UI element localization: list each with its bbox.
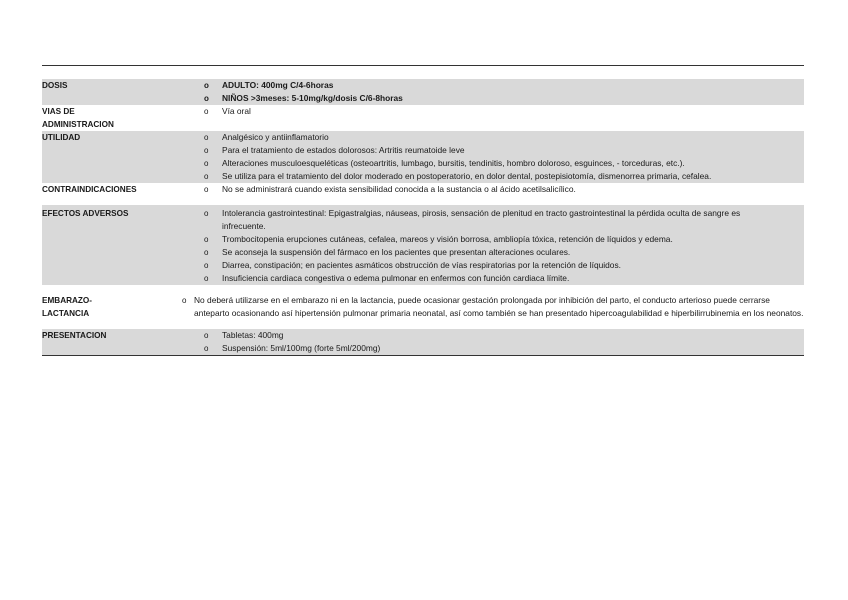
list-item: o Para el tratamiento de estados dolorosos: Artritis reumatoide leve <box>204 144 724 157</box>
dosis-list <box>194 79 804 105</box>
drug-info-table <box>42 79 804 356</box>
row-label-dosis: DOSIS <box>42 79 194 105</box>
row-contraindicaciones <box>42 183 804 196</box>
utilidad-list <box>194 131 804 183</box>
row-efectos <box>42 205 804 285</box>
list-item: o Diarrea, constipación; en pacientes asmáticos obstrucción de vías respiratorias por la retención de líquidos. <box>204 259 754 272</box>
row-label-utilidad: UTILIDAD <box>42 131 194 183</box>
list-item: o Trombocitopenia erupciones cutáneas, cefalea, mareos y visión borrosa, ambliopía tóxica, retención de líquidos y edema. <box>204 233 754 246</box>
row-label-presentacion: PRESENTACION <box>42 329 194 356</box>
row-embarazo <box>42 294 804 320</box>
list-item: o No se administrará cuando exista sensibilidad conocida a la sustancia o al ácido acetilsalicílico. <box>204 183 804 196</box>
list-item: o Tabletas: 400mg <box>204 329 804 342</box>
row-label-vias: VIAS DE ADMINISTRACION <box>42 107 114 129</box>
list-item: o Se utiliza para el tratamiento del dolor moderado en postoperatorio, en dolor dental, postepisiotomía, dismenorrea primaria, cefalea. <box>204 170 724 183</box>
top-rule <box>42 65 804 66</box>
list-item: o Alteraciones musculoesqueléticas (osteoartritis, lumbago, bursitis, tendinitis, hombro doloroso, esguinces, - torceduras, etc.). <box>204 157 724 170</box>
list-item: o Suspensión: 5ml/100mg (forte 5ml/200mg) <box>204 342 804 355</box>
row-presentacion <box>42 329 804 356</box>
list-item: o Vía oral <box>204 105 804 118</box>
list-item: o Analgésico y antiinflamatorio <box>204 131 724 144</box>
vias-list <box>194 105 804 118</box>
bullet-icon: o <box>182 296 187 305</box>
list-item: o ADULTO: 400mg C/4-6horas <box>204 79 804 92</box>
row-label-efectos: EFECTOS ADVERSOS <box>42 205 194 285</box>
row-utilidad <box>42 131 804 183</box>
contraindicaciones-list <box>194 183 804 196</box>
row-label-embarazo: EMBARAZO- LACTANCIA <box>42 296 93 318</box>
list-item: o Intolerancia gastrointestinal: Epigastralgias, náuseas, pirosis, sensación de plenitud en tracto gastrointestinal la pérdida oculta de sangre es infrecuente. <box>204 207 754 233</box>
embarazo-paragraph: o No deberá utilizarse en el embarazo ni en la lactancia, puede ocasionar gestación prolongada por inhibición del parto, el conducto arterioso puede cerrarse anteparto ocasionando así hipertensión pulmonar primaria neonatal, así como también se han presentado hipercoagulabilidad e hiperbilirrubinemia en los neonatos. <box>182 295 804 318</box>
row-dosis <box>42 79 804 105</box>
list-item: o Insuficiencia cardiaca congestiva o edema pulmonar en enfermos con función cardiaca límite. <box>204 272 754 285</box>
row-vias <box>42 105 804 131</box>
list-item: o Se aconseja la suspensión del fármaco en los pacientes que presentan alteraciones oculares. <box>204 246 754 259</box>
presentacion-list <box>194 329 804 355</box>
efectos-list <box>194 207 804 285</box>
row-label-contraindicaciones: CONTRAINDICACIONES <box>42 185 137 194</box>
list-item: o NIÑOS >3meses: 5-10mg/kg/dosis C/6-8horas <box>204 92 804 105</box>
